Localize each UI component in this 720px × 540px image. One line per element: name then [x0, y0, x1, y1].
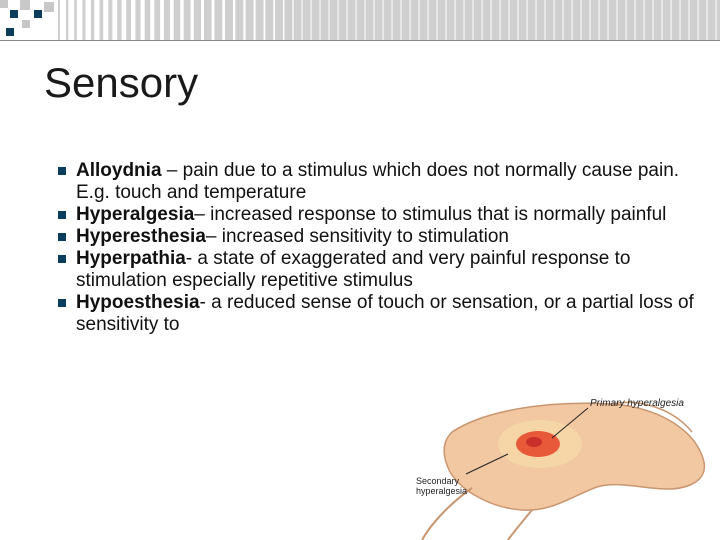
hyperalgesia-illustration: [412, 392, 712, 540]
bullet-list: [58, 160, 698, 336]
bullet-term: Hyperalgesia: [76, 204, 195, 225]
bullet-text: – increased sensitivity to stimulation: [205, 226, 509, 247]
bullet-marker-icon: [58, 299, 66, 307]
bullet-text: - a state of exaggerated and very painful response to stimulation especially repetitive stimulus: [76, 248, 631, 291]
bullet-item: [58, 292, 698, 336]
bullet-text: - a reduced sense of touch or sensation, or a partial loss of sensitivity to: [76, 292, 694, 335]
bullet-term: Hyperpathia: [76, 248, 186, 269]
bullet-term: Hypoesthesia: [76, 292, 200, 313]
secondary-hyperalgesia-label: Secondary hyperalgesia: [416, 476, 468, 496]
bullet-marker-icon: [58, 233, 66, 241]
bullet-term: Hyperesthesia: [76, 226, 206, 247]
slide-title: Sensory: [44, 59, 199, 106]
bullet-item: [58, 160, 698, 204]
bullet-term: Alloydnia: [76, 160, 162, 181]
primary-hyperalgesia-label: Primary hyperalgesia: [590, 398, 684, 409]
bullet-text: – pain due to a stimulus which does not normally cause pain. E.g. touch and temperature: [76, 160, 680, 203]
bullet-item: [58, 248, 698, 292]
bullet-text: – increased response to stimulus that is normally painful: [194, 204, 667, 225]
bullet-item: [58, 226, 698, 248]
header-rule: [0, 40, 720, 41]
bullet-item: [58, 204, 698, 226]
bullet-marker-icon: [58, 211, 66, 219]
header-decoration: [0, 0, 720, 40]
bullet-marker-icon: [58, 167, 66, 175]
bullet-marker-icon: [58, 255, 66, 263]
